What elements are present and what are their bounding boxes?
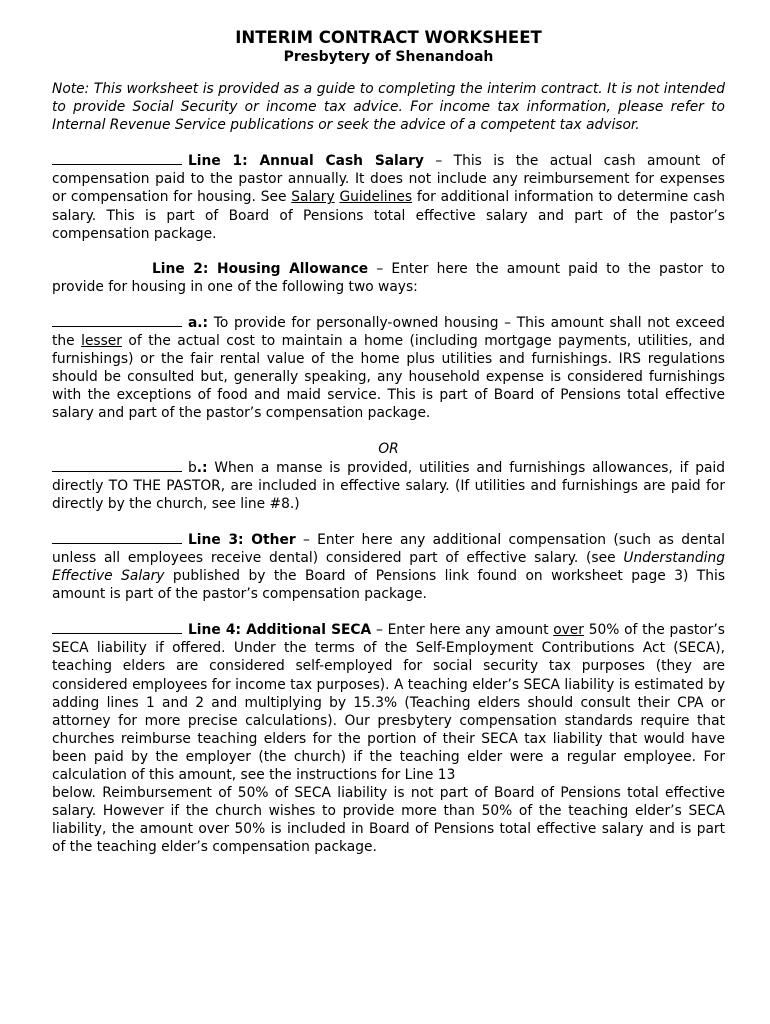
line4-section [52, 620, 725, 784]
page-subtitle: Presbytery of Shenandoah [283, 49, 494, 65]
line2a-blank[interactable] [52, 313, 182, 327]
page-title: INTERIM CONTRACT WORKSHEET [235, 28, 542, 47]
line2b-label-bold: .: [196, 459, 208, 476]
salary-link[interactable]: Salary [291, 189, 335, 206]
line3-section [52, 530, 725, 603]
line3-text-b: published by the Board of Pensions link found on worksheet page 3) This amount is part of the pastor’s compensation package. [52, 568, 726, 603]
line3-text-a: – Enter here any additional compensation (such as dental unless all employees receive dental) considered part of effective salary. (see [52, 531, 725, 566]
line2-section [52, 260, 725, 296]
line2b-blank[interactable] [52, 458, 182, 472]
line3-blank[interactable] [52, 530, 182, 544]
line4-blank[interactable] [52, 620, 182, 634]
over-underline: over [553, 622, 584, 639]
line4-heading: Line 4: Additional SECA [188, 622, 372, 639]
line1-heading: Line 1: Annual Cash Salary [188, 153, 424, 170]
line1-section [52, 151, 725, 242]
lesser-underline: lesser [81, 333, 122, 350]
line4-text-b: 50% of the pastor’s SECA liability if offered. Under the terms of the Self-Employment Contributions Act (SECA), teaching elders are considered self-employed for social security tax purposes (they are considered employees for income tax purposes). A teaching elder’s SECA liability is estimated by adding lines 1 and 2 and multiplying by 15.3% (Teaching elders should consult their CPA or attorney for more precise calculations). Our presbytery compensation standards require that churches reimburse teaching elders for the portion of their SECA tax liability that would have been paid by the employer (the church) if the teaching elder were a regular employee. For calculation of this amount, see the instructions for Line 13 [52, 622, 725, 783]
understanding-effective-salary: Understanding Effective Salary [52, 549, 725, 585]
line2a-section [52, 313, 725, 423]
line2a-text-a: To provide for personally-owned housing – This amount shall not exceed the [52, 314, 725, 350]
guidelines-link[interactable]: Guidelines [339, 189, 413, 206]
line1-text-a: – This is the actual cash amount of compensation paid to the pastor annually. It does not include any reimbursement for expenses or compensation for housing. See [52, 153, 725, 206]
line2a-text-b: of the actual cost to maintain a home (including mortgage payments, utilities, and furnishings) or the fair rental value of the home plus utilities and furnishings. IRS regulations should be consulted but, generally speaking, any household expense is considered furnishings with the exceptions of food and maid service. This is part of Board of Pensions total effective salary and part of the pastor’s compensation package. [52, 333, 725, 422]
line2b-label-plain: b [188, 459, 197, 476]
line2b-section [52, 458, 725, 513]
line1-text-b: for additional information to determine cash salary. This is part of Board of Pensions total effective salary and part of the pastor’s compensation package. [52, 189, 725, 242]
line3-heading: Line 3: Other [188, 531, 296, 548]
note-paragraph: Note: This worksheet is provided as a guide to completing the interim contract. It is not intended to provide Social Security or income tax advice. For income tax information, please refer to Internal Revenue Service publications or seek the advice of a competent tax advisor. [52, 81, 725, 134]
line4-text-a: – Enter here any amount [371, 622, 554, 639]
line2b-text: When a manse is provided, utilities and furnishings allowances, if paid directly TO THE PASTOR, are included in effective salary. (If utilities and furnishings are paid for directly by the church, see line #8.) [52, 459, 725, 512]
line4-continuation: below. Reimbursement of 50% of SECA liability is not part of Board of Pensions total effective salary. However if the church wishes to provide more than 50% of the teaching elder’s SECA liability, the amount over 50% is included in Board of Pensions total effective salary and is part of the teaching elder’s compensation package. [52, 785, 725, 856]
or-separator: OR [378, 440, 399, 457]
line2a-label: a.: [188, 314, 209, 331]
line2-heading: Line 2: Housing Allowance [152, 260, 369, 277]
line2-text: – Enter here the amount paid to the pastor to provide for housing in one of the following two ways: [52, 260, 725, 295]
line1-blank[interactable] [52, 151, 182, 165]
